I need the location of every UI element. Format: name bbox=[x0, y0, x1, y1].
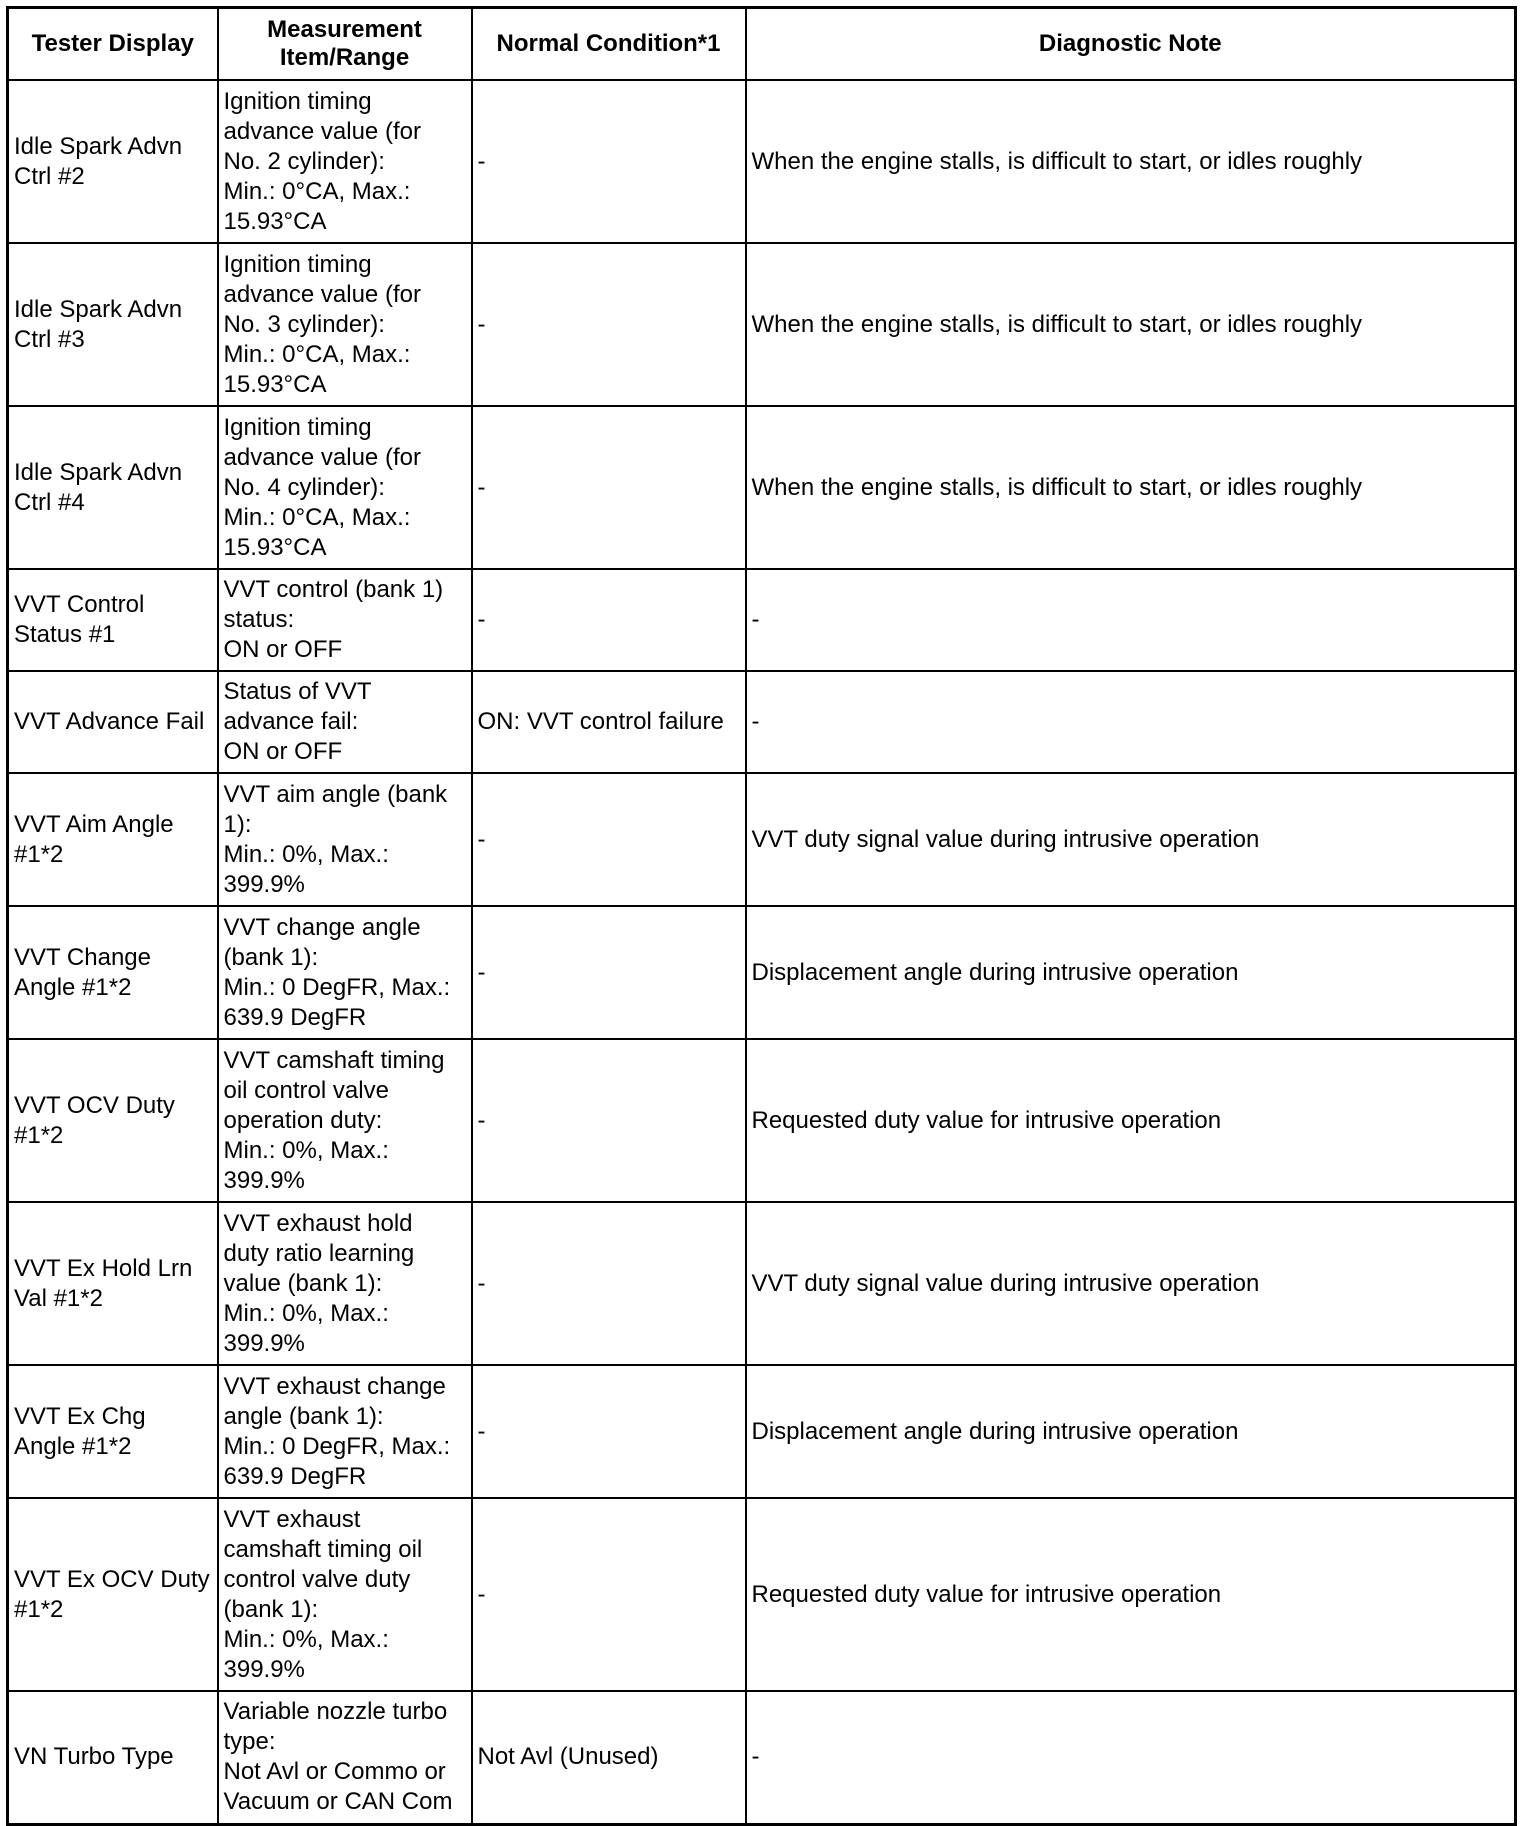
diagnostic-note-cell: - bbox=[746, 1691, 1516, 1824]
diagnostic-note-cell: Displacement angle during intrusive operation bbox=[746, 1365, 1516, 1498]
measurement-cell: Variable nozzle turbo type: Not Avl or Commo or Vacuum or CAN Com bbox=[218, 1691, 472, 1824]
diagnostic-note-cell: Requested duty value for intrusive operation bbox=[746, 1039, 1516, 1202]
header-diagnostic-note: Diagnostic Note bbox=[746, 8, 1516, 81]
diagnostic-note-cell: When the engine stalls, is difficult to start, or idles roughly bbox=[746, 80, 1516, 243]
data-list-table bbox=[6, 6, 1517, 1826]
table-row bbox=[8, 406, 1516, 569]
tester-display-cell: VVT Ex Hold Lrn Val #1*2 bbox=[8, 1202, 218, 1365]
measurement-cell: VVT control (bank 1) status: ON or OFF bbox=[218, 569, 472, 671]
normal-condition-cell: - bbox=[472, 569, 746, 671]
measurement-cell: Ignition timing advance value (for No. 3 cylinder): Min.: 0°CA, Max.: 15.93°CA bbox=[218, 243, 472, 406]
table-row bbox=[8, 906, 1516, 1039]
diagnostic-note-cell: VVT duty signal value during intrusive operation bbox=[746, 1202, 1516, 1365]
table-row bbox=[8, 569, 1516, 671]
normal-condition-cell: - bbox=[472, 1365, 746, 1498]
normal-condition-cell: - bbox=[472, 406, 746, 569]
table-row bbox=[8, 80, 1516, 243]
tester-display-cell: VVT Change Angle #1*2 bbox=[8, 906, 218, 1039]
tester-display-cell: Idle Spark Advn Ctrl #4 bbox=[8, 406, 218, 569]
normal-condition-cell: ON: VVT control failure bbox=[472, 671, 746, 773]
tester-display-cell: Idle Spark Advn Ctrl #2 bbox=[8, 80, 218, 243]
tester-display-cell: VVT Control Status #1 bbox=[8, 569, 218, 671]
table-body bbox=[8, 80, 1516, 1824]
tester-display-cell: VN Turbo Type bbox=[8, 1691, 218, 1824]
tester-display-cell: Idle Spark Advn Ctrl #3 bbox=[8, 243, 218, 406]
normal-condition-cell: - bbox=[472, 1039, 746, 1202]
measurement-cell: Ignition timing advance value (for No. 2 cylinder): Min.: 0°CA, Max.: 15.93°CA bbox=[218, 80, 472, 243]
measurement-cell: VVT aim angle (bank 1): Min.: 0%, Max.: 399.9% bbox=[218, 773, 472, 906]
diagnostic-note-cell: When the engine stalls, is difficult to start, or idles roughly bbox=[746, 406, 1516, 569]
table-row bbox=[8, 1365, 1516, 1498]
table-row bbox=[8, 1498, 1516, 1691]
header-measurement-item-range: Measurement Item/Range bbox=[218, 8, 472, 81]
measurement-cell: VVT exhaust change angle (bank 1): Min.: 0 DegFR, Max.: 639.9 DegFR bbox=[218, 1365, 472, 1498]
tester-display-cell: VVT Aim Angle #1*2 bbox=[8, 773, 218, 906]
normal-condition-cell: Not Avl (Unused) bbox=[472, 1691, 746, 1824]
table-row bbox=[8, 671, 1516, 773]
table-header bbox=[8, 8, 1516, 81]
diagnostic-note-cell: - bbox=[746, 569, 1516, 671]
measurement-cell: VVT camshaft timing oil control valve operation duty: Min.: 0%, Max.: 399.9% bbox=[218, 1039, 472, 1202]
measurement-cell: VVT exhaust hold duty ratio learning value (bank 1): Min.: 0%, Max.: 399.9% bbox=[218, 1202, 472, 1365]
tester-display-cell: VVT Ex OCV Duty #1*2 bbox=[8, 1498, 218, 1691]
diagnostic-note-cell: VVT duty signal value during intrusive operation bbox=[746, 773, 1516, 906]
measurement-cell: VVT exhaust camshaft timing oil control valve duty (bank 1): Min.: 0%, Max.: 399.9% bbox=[218, 1498, 472, 1691]
header-tester-display: Tester Display bbox=[8, 8, 218, 81]
table-row bbox=[8, 1202, 1516, 1365]
header-normal-condition: Normal Condition*1 bbox=[472, 8, 746, 81]
normal-condition-cell: - bbox=[472, 773, 746, 906]
normal-condition-cell: - bbox=[472, 906, 746, 1039]
normal-condition-cell: - bbox=[472, 80, 746, 243]
table-row bbox=[8, 243, 1516, 406]
tester-display-cell: VVT Ex Chg Angle #1*2 bbox=[8, 1365, 218, 1498]
diagnostic-note-cell: - bbox=[746, 671, 1516, 773]
measurement-cell: Ignition timing advance value (for No. 4 cylinder): Min.: 0°CA, Max.: 15.93°CA bbox=[218, 406, 472, 569]
table-row bbox=[8, 1691, 1516, 1824]
tester-display-cell: VVT Advance Fail bbox=[8, 671, 218, 773]
normal-condition-cell: - bbox=[472, 1498, 746, 1691]
diagnostic-note-cell: When the engine stalls, is difficult to start, or idles roughly bbox=[746, 243, 1516, 406]
diagnostic-note-cell: Requested duty value for intrusive operation bbox=[746, 1498, 1516, 1691]
table-row bbox=[8, 1039, 1516, 1202]
tester-display-cell: VVT OCV Duty #1*2 bbox=[8, 1039, 218, 1202]
normal-condition-cell: - bbox=[472, 243, 746, 406]
measurement-cell: Status of VVT advance fail: ON or OFF bbox=[218, 671, 472, 773]
table-row bbox=[8, 773, 1516, 906]
diagnostic-note-cell: Displacement angle during intrusive operation bbox=[746, 906, 1516, 1039]
measurement-cell: VVT change angle (bank 1): Min.: 0 DegFR, Max.: 639.9 DegFR bbox=[218, 906, 472, 1039]
header-row bbox=[8, 8, 1516, 81]
normal-condition-cell: - bbox=[472, 1202, 746, 1365]
